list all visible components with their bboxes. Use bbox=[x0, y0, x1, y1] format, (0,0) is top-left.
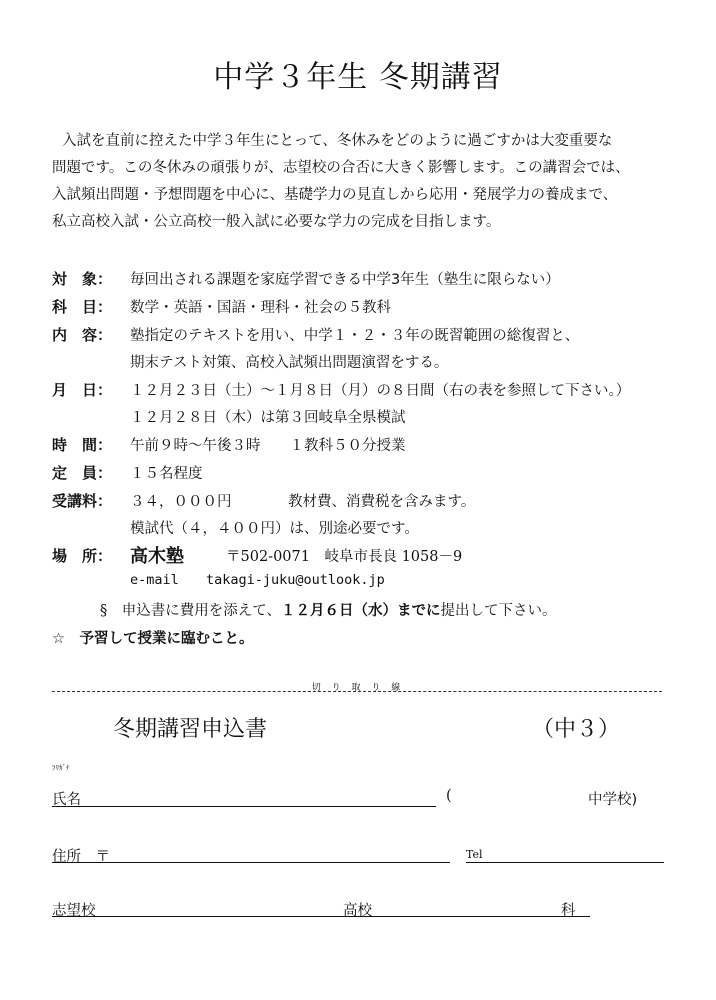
school-name: 高木塾 bbox=[130, 546, 184, 567]
capacity-label: 定 員： bbox=[52, 464, 113, 482]
target-main: 毎回出される課題を家庭学習できる中学3年生 bbox=[130, 272, 430, 288]
star-mark: ☆ bbox=[52, 631, 65, 647]
notice-date: １２月６日（水）までに bbox=[280, 603, 441, 619]
time-text: 午前９時～午後３時 １教科５０分授業 bbox=[130, 438, 406, 454]
subjects-label: 科 目： bbox=[52, 298, 113, 316]
high-school-suffix: 高校 bbox=[343, 903, 372, 919]
name-field-line[interactable] bbox=[52, 806, 436, 807]
page-title: 中学３年生 冬期講習 bbox=[213, 60, 503, 95]
dates-line-2: １２月２８日（木）は第３回岐阜全県模試 bbox=[130, 410, 406, 426]
notice-line bbox=[100, 599, 556, 620]
junior-high-suffix: 中学校) bbox=[588, 792, 638, 808]
intro-line-2: 問題です。この冬休みの頑張りが、志望校の合否に大きく影響します。この講習会では、 bbox=[52, 160, 630, 176]
wish-school-label: 志望校 bbox=[52, 903, 96, 919]
email-label: e-mail bbox=[130, 572, 179, 588]
fee-note: 教材費、消費税を含みます。 bbox=[288, 494, 476, 510]
dates-label: 月 日： bbox=[52, 381, 113, 399]
subjects-text: 数学・英語・国語・理科・社会の５教科 bbox=[130, 300, 391, 316]
prep-text: 予習して授業に臨むこと。 bbox=[79, 631, 254, 647]
content-line-2: 期末テスト対策、高校入試頻出問題演習をする。 bbox=[130, 355, 449, 371]
prep-line bbox=[52, 627, 254, 648]
address-label: 住所 〒 bbox=[52, 849, 110, 865]
form-grade: （中３） bbox=[532, 717, 621, 742]
cut-line bbox=[52, 691, 662, 692]
tel-field-line[interactable] bbox=[466, 862, 664, 863]
wish-school-field-line[interactable] bbox=[52, 916, 590, 917]
capacity-text: １５名程度 bbox=[130, 466, 203, 482]
notice-text-end: 提出して下さい。 bbox=[440, 603, 557, 619]
form-title: 冬期講習申込書 bbox=[113, 717, 268, 742]
cut-line-label: 切 り 取 り 線 bbox=[311, 683, 405, 693]
tel-label: Tel bbox=[466, 848, 483, 861]
dates-line-1: １２月２３日（土）～１月８日（月）の８日間（右の表を参照して下さい。） bbox=[130, 383, 631, 399]
intro-line-4: 私立高校入試・公立高校一般入試に必要な学力の完成を目指します。 bbox=[52, 214, 501, 230]
target-label: 対 象： bbox=[52, 270, 113, 288]
content-line-1: 塾指定のテキストを用い、中学１・２・３年の既習範囲の総復習と、 bbox=[130, 328, 580, 344]
target-text bbox=[130, 268, 560, 289]
time-label: 時 間： bbox=[52, 436, 113, 454]
place-label: 場 所： bbox=[52, 547, 113, 565]
intro-line-3: 入試頻出問題・予想問題を中心に、基礎学力の見直しから応用・発展学力の養成まで、 bbox=[52, 187, 618, 203]
course-suffix: 科 bbox=[561, 903, 576, 919]
content-label: 内 容： bbox=[52, 326, 113, 344]
target-note: （塾生に限らない） bbox=[429, 272, 560, 288]
name-label: 氏名 bbox=[52, 792, 81, 808]
intro-line-1: 入試を直前に控えた中学３年生にとって、冬休みをどのように過ごすかは大変重要な bbox=[62, 133, 613, 149]
fee-line-2: 模試代（４，４００円）は、別途必要です。 bbox=[130, 521, 419, 537]
fee-amount: ３４，０００円 bbox=[130, 494, 232, 510]
email-address: takagi-juku@outlook.jp bbox=[206, 572, 385, 588]
address-field-line[interactable] bbox=[52, 862, 450, 863]
school-address: 〒502-0071 岐阜市長良 1058－9 bbox=[226, 549, 463, 565]
furigana-label: ﾌﾘｶﾞﾅ bbox=[52, 764, 70, 772]
section-mark: § bbox=[100, 603, 108, 619]
notice-text: 申込書に費用を添えて、 bbox=[121, 603, 281, 619]
fee-label: 受講料： bbox=[52, 492, 113, 510]
school-open-paren: ( bbox=[446, 788, 452, 804]
